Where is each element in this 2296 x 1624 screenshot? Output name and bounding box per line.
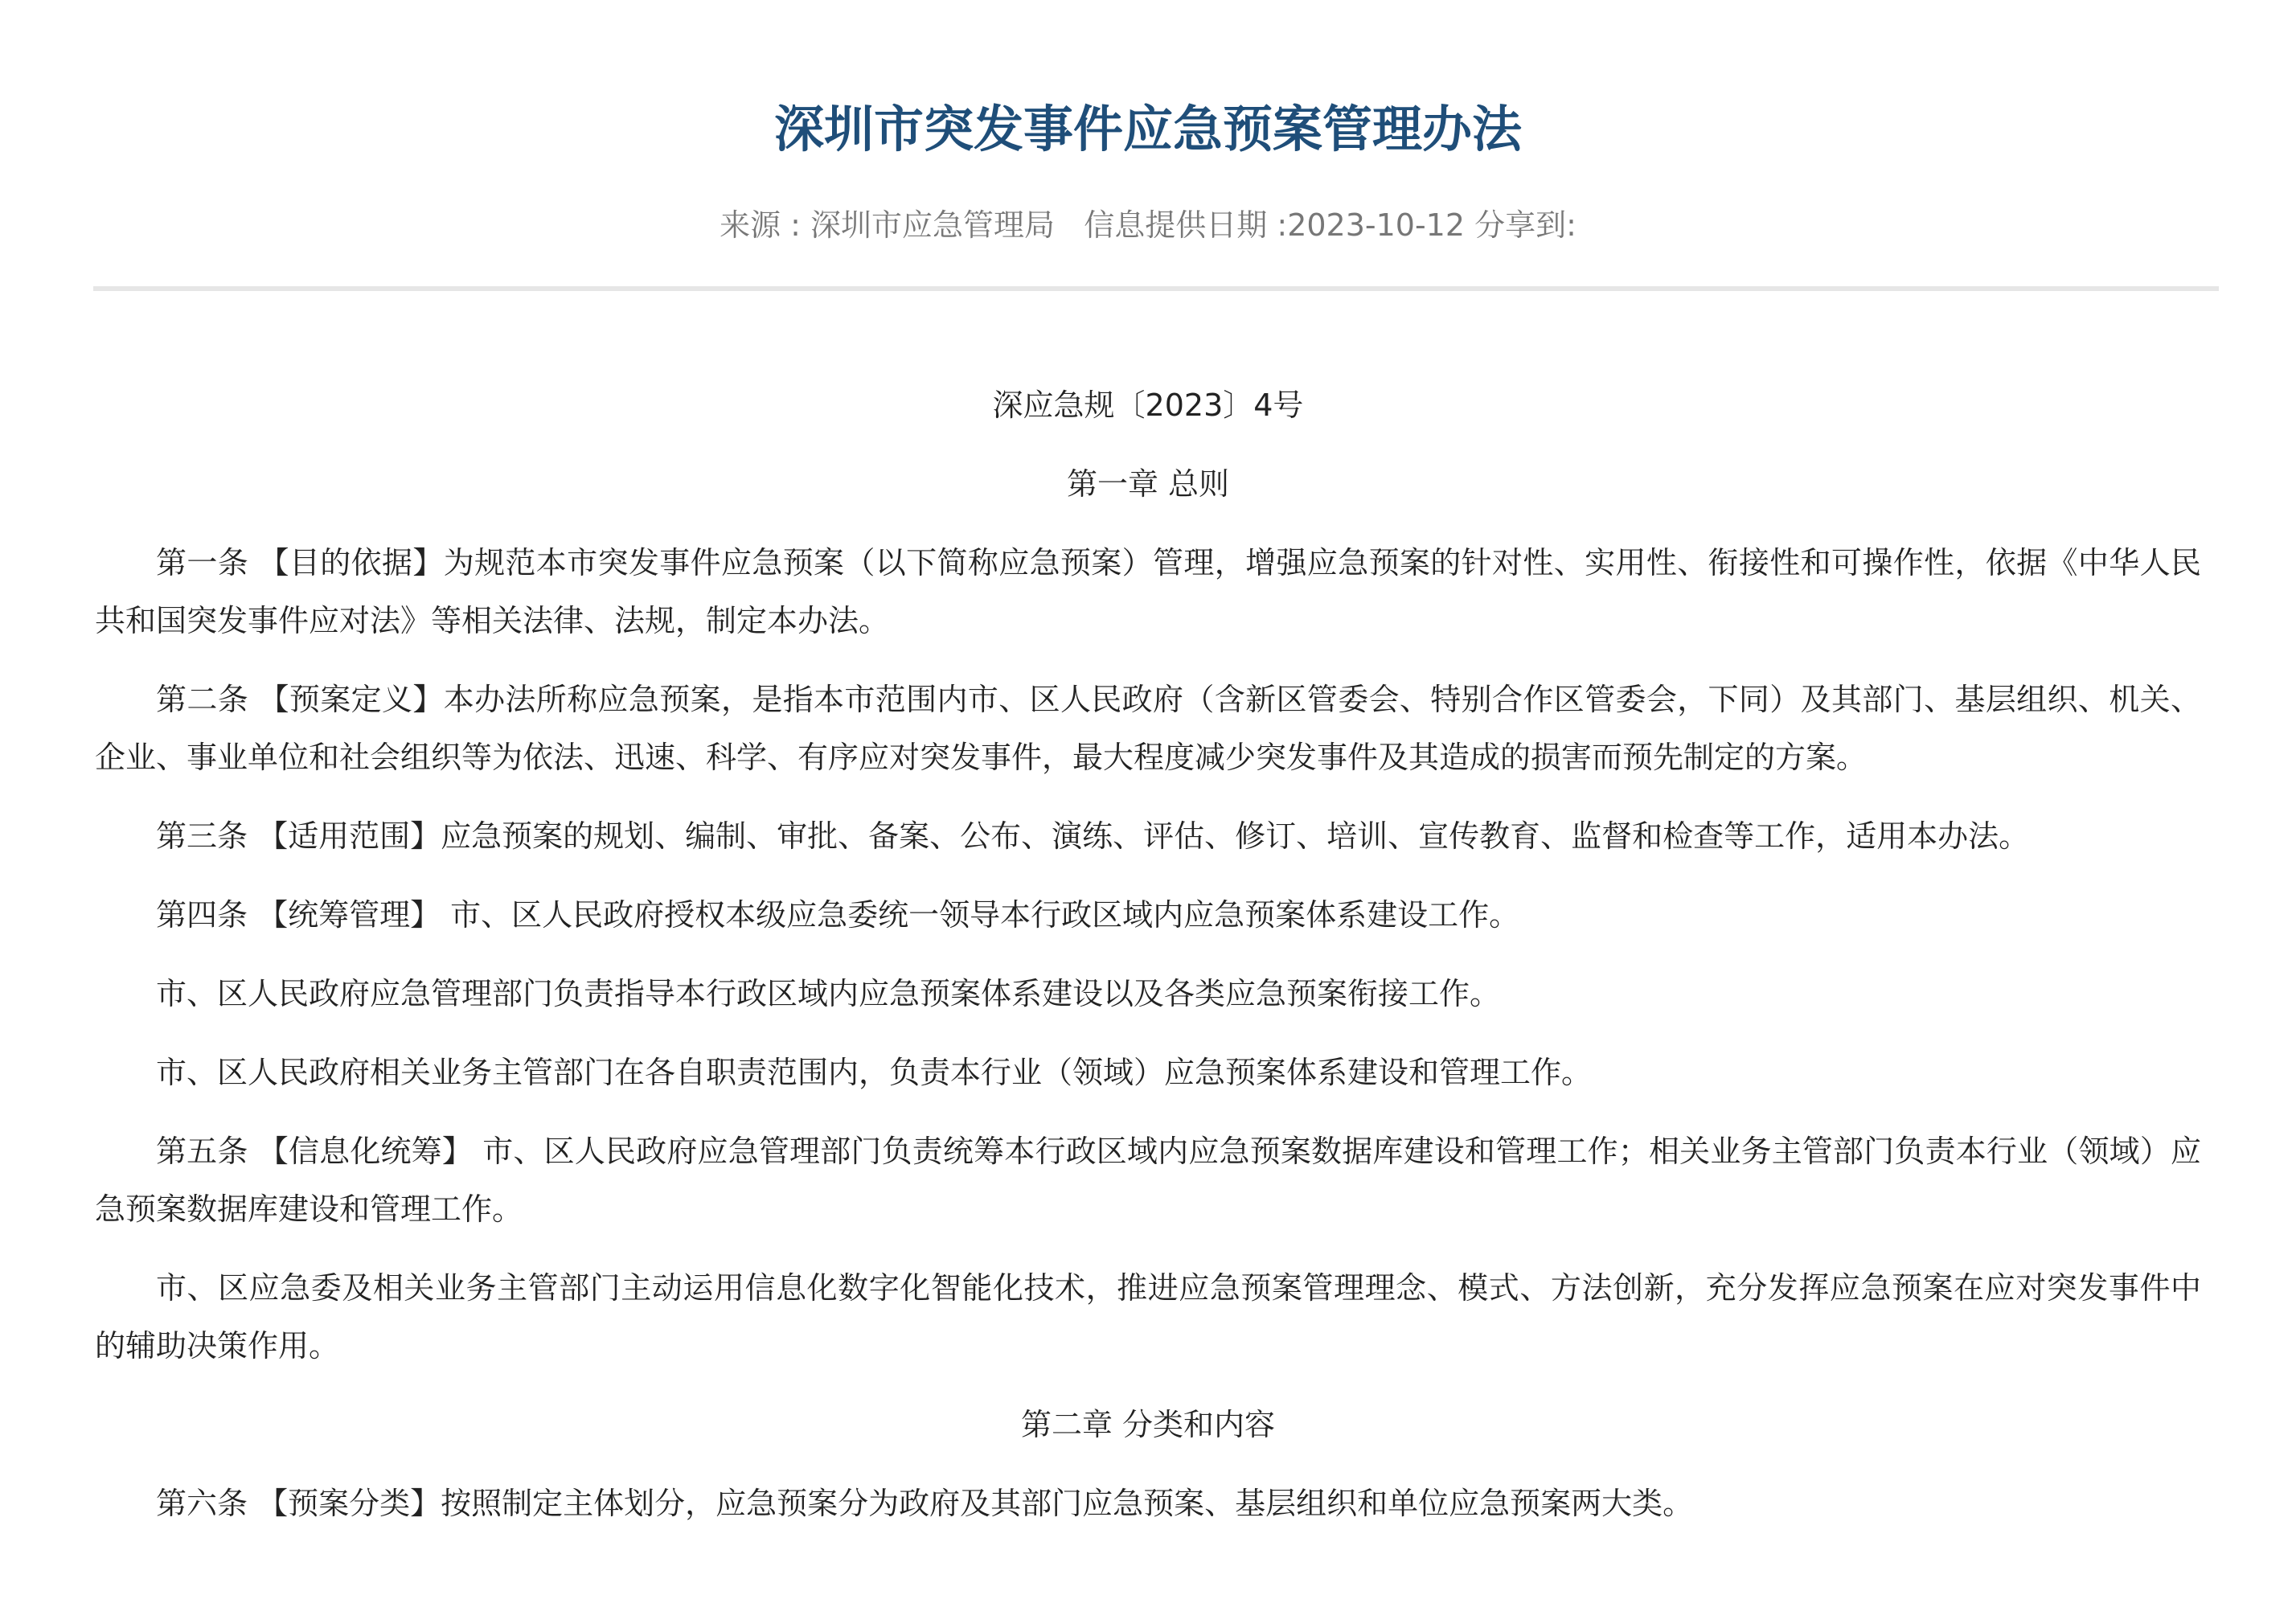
chapter-heading: 第一章 总则 bbox=[1066, 466, 1230, 502]
article-paragraph: 市、区人民政府应急管理部门负责指导本行政区域内应急预案体系建设以及各类应急预案衔接工作。 bbox=[156, 976, 1501, 1011]
chapter-heading: 第二章 分类和内容 bbox=[1020, 1407, 1276, 1442]
article-paragraph: 第四条 【统筹管理】 市、区人民政府授权本级应急委统一领导本行政区域内应急预案体系建设工作。 bbox=[156, 897, 1520, 933]
source-label: 来源 : bbox=[720, 207, 811, 243]
document-body bbox=[95, 376, 2201, 1553]
date-value: 2023-10-12 bbox=[1287, 207, 1466, 243]
page-title: 深圳市突发事件应急预案管理办法 bbox=[773, 100, 1522, 158]
article-meta bbox=[0, 203, 2296, 248]
source-value: 深圳市应急管理局 bbox=[810, 207, 1056, 243]
article-paragraph: 市、区人民政府相关业务主管部门在各自职责范围内，负责本行业（领域）应急预案体系建设和管理工作。 bbox=[156, 1055, 1593, 1090]
article-paragraph: 第三条 【适用范围】应急预案的规划、编制、审批、备案、公布、演练、评估、修订、培训、宣传教育、监督和检查等工作，适用本办法。 bbox=[156, 818, 2030, 854]
header-divider bbox=[93, 286, 2219, 291]
document-number: 深应急规〔2023〕4号 bbox=[992, 388, 1304, 423]
date-label: 信息提供日期 : bbox=[1084, 207, 1288, 243]
article-paragraph: 第二条 【预案定义】本办法所称应急预案，是指本市范围内市、区人民政府（含新区管委会、特别合作区管委会，下同）及其部门、基层组织、机关、企业、事业单位和社会组织等为依法、迅速、科学、有序应对突发事件，最大程度减少突发事件及其造成的损害而预先制定的方案。 bbox=[95, 682, 2201, 775]
article-paragraph: 第一条 【目的依据】为规范本市突发事件应急预案（以下简称应急预案）管理，增强应急预案的针对性、实用性、衔接性和可操作性，依据《中华人民共和国突发事件应对法》等相关法律、法规，制定本办法。 bbox=[95, 545, 2201, 638]
article-paragraph: 第五条 【信息化统筹】 市、区人民政府应急管理部门负责统筹本行政区域内应急预案数据库建设和管理工作；相关业务主管部门负责本行业（领域）应急预案数据库建设和管理工作。 bbox=[95, 1134, 2201, 1227]
article-paragraph: 市、区应急委及相关业务主管部门主动运用信息化数字化智能化技术，推进应急预案管理理念、模式、方法创新，充分发挥应急预案在应对突发事件中的辅助决策作用。 bbox=[95, 1270, 2201, 1364]
article-paragraph: 第六条 【预案分类】按照制定主体划分，应急预案分为政府及其部门应急预案、基层组织和单位应急预案两大类。 bbox=[156, 1486, 1694, 1521]
share-label: 分享到: bbox=[1474, 207, 1576, 243]
